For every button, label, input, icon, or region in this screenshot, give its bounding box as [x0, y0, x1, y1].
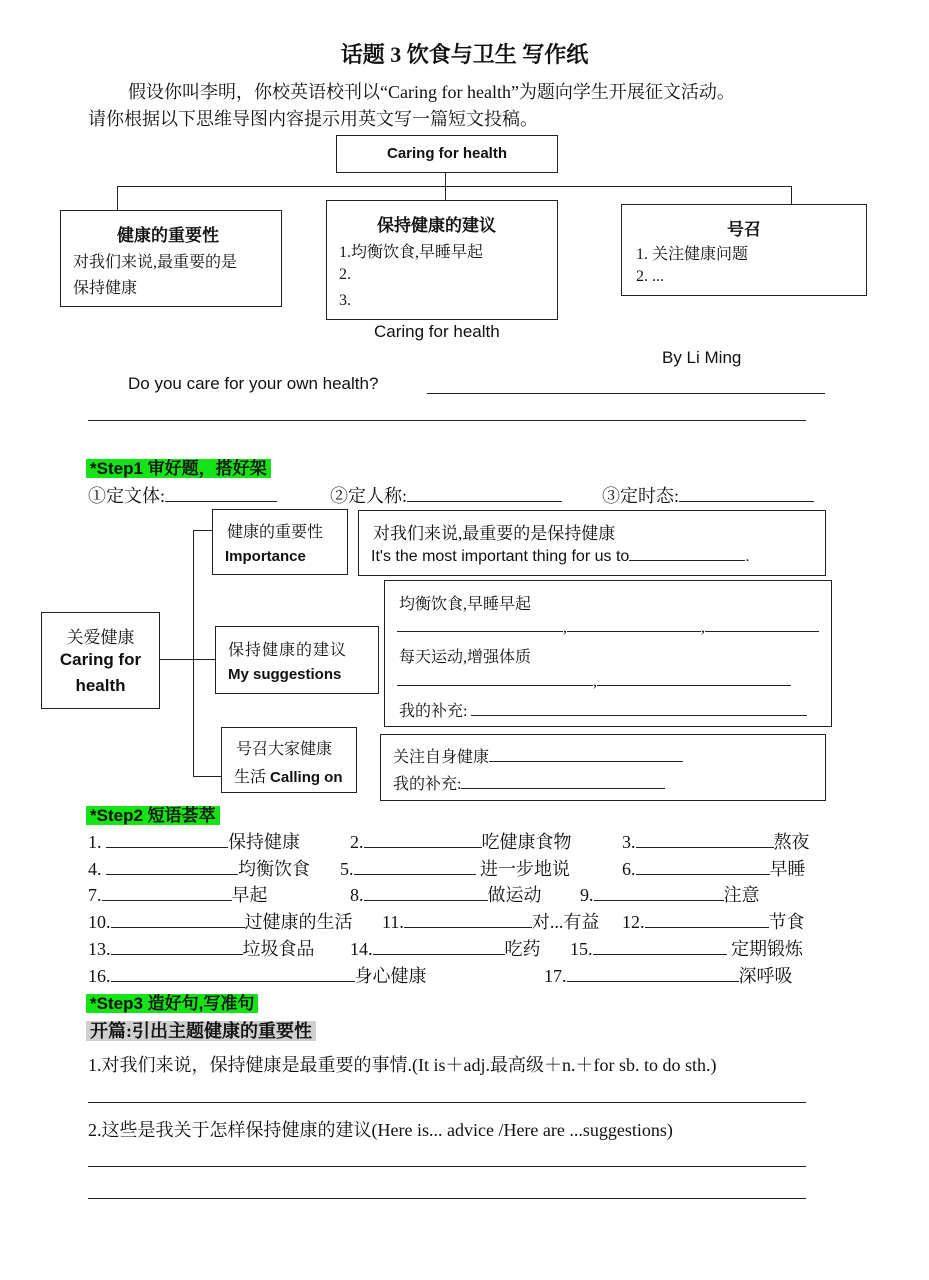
vocab-item-2 — [350, 828, 572, 854]
calling-detail-1-text: 关注自身健康 — [393, 749, 490, 766]
field-person-blank[interactable] — [407, 500, 562, 502]
mindmap-bar — [117, 186, 792, 187]
vocab-item-3 — [622, 828, 810, 854]
vocab-num-10: 10. — [88, 912, 111, 932]
vocab-text-2: 吃健康食物 — [481, 832, 572, 852]
branch-importance-cn: 健康的重要性 — [227, 524, 324, 541]
answer-line-3[interactable] — [88, 1198, 806, 1199]
vocab-num-12: 12. — [622, 912, 645, 932]
suggestions-detail-1: 均衡饮食,早睡早起 — [399, 596, 532, 613]
branch-suggestions-en: My suggestions — [228, 666, 342, 683]
suggestions-blanks-2: , — [397, 673, 791, 691]
vocab-num-13: 13. — [88, 939, 111, 959]
step1-tree-branch-1 — [193, 530, 213, 531]
essay-line-1[interactable] — [427, 393, 825, 394]
mindmap-right-title: 号召 — [727, 220, 761, 239]
vocab-num-6: 6. — [622, 859, 636, 879]
suggestion-blank-4[interactable] — [397, 684, 593, 686]
calling-blank-2[interactable] — [461, 787, 665, 789]
field-genre-blank[interactable] — [165, 500, 277, 502]
vocab-num-8: 8. — [350, 885, 364, 905]
step1-tree-stem — [160, 659, 215, 660]
suggestions-supplement-label: 我的补充: — [399, 703, 468, 720]
step1-label — [86, 454, 271, 479]
vocab-text-13: 垃圾食品 — [242, 939, 315, 959]
field-tense — [602, 482, 814, 508]
step1-center-en1: Caring for — [59, 650, 142, 669]
suggestions-supplement — [399, 698, 807, 721]
mindmap-middle-title: 保持健康的建议 — [377, 216, 496, 235]
step1-tree-spine — [193, 530, 194, 777]
mindmap-middle-item-3: 3. — [339, 292, 351, 309]
mindmap-right-item-1: 1. 关注健康问题 — [636, 246, 749, 263]
vocab-text-12: 节食 — [768, 912, 805, 932]
importance-detail-cn: 对我们来说,最重要的是保持健康 — [373, 524, 616, 543]
vocab-item-16 — [88, 962, 427, 988]
suggestion-blank-1[interactable] — [397, 630, 563, 632]
suggestion-blank-2[interactable] — [567, 630, 701, 632]
mindmap-left-line1: 对我们来说,最重要的是 — [73, 254, 238, 271]
vocab-text-5: 进一步地说 — [480, 859, 570, 879]
step3-section-text: 开篇:引出主题健康的重要性 — [86, 1021, 316, 1041]
vocab-item-11 — [382, 908, 599, 934]
vocab-item-15 — [570, 935, 803, 961]
importance-blank[interactable] — [629, 559, 745, 561]
vocab-text-15: 定期锻炼 — [731, 939, 803, 959]
vocab-blank-15[interactable] — [593, 953, 727, 955]
step1-tree-branch-3 — [193, 776, 221, 777]
branch-importance-en: Importance — [225, 548, 306, 565]
vocab-blank-1[interactable] — [106, 846, 228, 848]
vocab-num-16: 16. — [88, 966, 111, 986]
essay-opening: Do you care for your own health? — [128, 374, 379, 393]
vocab-blank-5[interactable] — [354, 873, 476, 875]
mindmap-root: Caring for health — [336, 135, 558, 173]
intro-line-2: 请你根据以下思维导图内容提示用英文写一篇短文投稿。 — [88, 109, 538, 129]
vocab-text-6: 早睡 — [769, 859, 806, 879]
answer-line-1[interactable] — [88, 1102, 806, 1103]
page-title: 话题 3 饮食与卫生 写作纸 — [340, 42, 589, 67]
branch-calling-detail — [380, 734, 826, 801]
mindmap-middle-item-1: 1.均衡饮食,早睡早起 — [339, 244, 484, 261]
vocab-text-9: 注意 — [723, 885, 760, 905]
suggestion-blank-6[interactable] — [471, 714, 807, 716]
vocab-item-4 — [88, 855, 310, 881]
vocab-blank-7[interactable] — [102, 899, 232, 901]
essay-title: Caring for health — [374, 322, 500, 341]
mindmap-drop-left — [117, 186, 118, 210]
step2-label — [86, 801, 220, 826]
importance-detail-en: It's the most important thing for us to . — [371, 548, 750, 565]
vocab-num-1: 1. — [88, 832, 102, 852]
vocab-num-9: 9. — [580, 885, 594, 905]
field-tense-label: ③定时态: — [602, 486, 680, 506]
vocab-blank-4[interactable] — [106, 873, 238, 875]
step3-section — [86, 1017, 316, 1043]
branch-suggestions-box — [215, 626, 379, 694]
field-person — [330, 482, 562, 508]
branch-calling-cn: 号召大家健康 — [236, 741, 333, 758]
answer-line-2[interactable] — [88, 1166, 806, 1167]
vocab-item-12 — [622, 908, 805, 934]
vocab-text-8: 做运动 — [487, 885, 542, 905]
vocab-text-4: 均衡饮食 — [238, 859, 310, 879]
step3-question-2: 2.这些是我关于怎样保持健康的建议(Here is... advice /Here are ...suggestions) — [88, 1120, 673, 1140]
vocab-item-8 — [350, 881, 542, 907]
vocab-item-5 — [340, 855, 570, 881]
vocab-blank-8[interactable] — [364, 899, 488, 901]
importance-detail-en-text: It's the most important thing for us to — [371, 548, 630, 565]
branch-calling-en — [234, 764, 343, 787]
vocab-blank-10[interactable] — [111, 926, 245, 928]
step1-center-box — [41, 612, 160, 709]
step1-center-en2: health — [75, 676, 126, 695]
vocab-blank-11[interactable] — [404, 926, 532, 928]
vocab-text-3: 熬夜 — [773, 832, 810, 852]
branch-calling-en-text: Calling on — [270, 769, 343, 786]
suggestions-blanks-1: , , — [397, 619, 819, 637]
vocab-blank-16[interactable] — [111, 980, 355, 982]
branch-importance-detail — [358, 510, 826, 576]
step1-center-cn: 关爱健康 — [66, 628, 135, 647]
vocab-text-10: 过健康的生活 — [244, 912, 353, 932]
vocab-text-16: 身心健康 — [354, 966, 427, 986]
calling-detail-2 — [393, 771, 665, 794]
intro-line-1: 假设你叫李明，你校英语校刊以“Caring for health”为题向学生开展征文活动。 — [128, 82, 735, 102]
mindmap-middle-item-2: 2. — [339, 266, 351, 283]
vocab-blank-3[interactable] — [636, 846, 774, 848]
vocab-num-4: 4. — [88, 859, 102, 879]
branch-calling-box — [221, 727, 357, 793]
vocab-item-10 — [88, 908, 353, 934]
step3-label-text: *Step3 造好句,写准句 — [86, 994, 258, 1013]
vocab-num-11: 11. — [382, 912, 404, 932]
vocab-item-17 — [544, 962, 793, 988]
vocab-blank-2[interactable] — [364, 846, 482, 848]
calling-detail-1 — [393, 744, 683, 767]
mindmap-middle-box — [326, 200, 558, 320]
vocab-num-7: 7. — [88, 885, 102, 905]
field-tense-blank[interactable] — [679, 500, 814, 502]
branch-calling-prefix: 生活 — [234, 769, 267, 786]
vocab-num-5: 5. — [340, 859, 354, 879]
vocab-blank-13[interactable] — [111, 953, 243, 955]
mindmap-left-box — [60, 210, 282, 307]
vocab-num-3: 3. — [622, 832, 636, 852]
step2-label-text: *Step2 短语荟萃 — [86, 806, 220, 825]
vocab-num-15: 15. — [570, 939, 593, 959]
vocab-blank-6[interactable] — [636, 873, 770, 875]
calling-blank-1[interactable] — [489, 760, 683, 762]
vocab-text-14: 吃药 — [504, 939, 541, 959]
vocab-blank-17[interactable] — [567, 980, 739, 982]
calling-detail-2-text: 我的补充: — [393, 776, 462, 793]
vocab-item-7 — [88, 881, 268, 907]
step1-label-text: *Step1 审好题，搭好架 — [86, 459, 271, 478]
vocab-text-17: 深呼吸 — [738, 966, 793, 986]
suggestion-blank-3[interactable] — [705, 630, 819, 632]
vocab-blank-14[interactable] — [373, 953, 505, 955]
branch-suggestions-cn: 保持健康的建议 — [228, 642, 348, 659]
field-genre — [88, 482, 277, 508]
vocab-item-6 — [622, 855, 806, 881]
vocab-blank-12[interactable] — [645, 926, 769, 928]
step3-label — [86, 989, 258, 1014]
vocab-num-2: 2. — [350, 832, 364, 852]
mindmap-right-item-2: 2. ... — [636, 268, 664, 285]
vocab-text-11: 对...有益 — [531, 912, 600, 932]
field-person-label: ②定人称: — [330, 486, 408, 506]
suggestion-blank-5[interactable] — [597, 684, 791, 686]
branch-suggestions-detail — [384, 580, 832, 727]
step3-question-1: 1.对我们来说，保持健康是最重要的事情.(It is＋adj.最高级＋n.＋for sb. to do sth.) — [88, 1055, 717, 1075]
vocab-item-13 — [88, 935, 315, 961]
mindmap-left-title: 健康的重要性 — [117, 226, 219, 245]
vocab-num-17: 17. — [544, 966, 567, 986]
vocab-item-9 — [580, 881, 760, 907]
mindmap-left-line2: 保持健康 — [73, 280, 138, 297]
vocab-blank-9[interactable] — [594, 899, 724, 901]
vocab-item-14 — [350, 935, 541, 961]
mindmap-right-box — [621, 204, 867, 296]
vocab-text-7: 早起 — [231, 885, 268, 905]
suggestions-detail-2: 每天运动,增强体质 — [399, 649, 532, 666]
vocab-text-1: 保持健康 — [228, 832, 300, 852]
vocab-num-14: 14. — [350, 939, 373, 959]
essay-line-2[interactable] — [88, 420, 806, 421]
essay-author: By Li Ming — [662, 348, 742, 367]
field-genre-label: ①定文体: — [88, 486, 166, 506]
mindmap-connector — [445, 173, 446, 203]
branch-importance-box — [212, 509, 348, 575]
vocab-item-1 — [88, 828, 300, 854]
